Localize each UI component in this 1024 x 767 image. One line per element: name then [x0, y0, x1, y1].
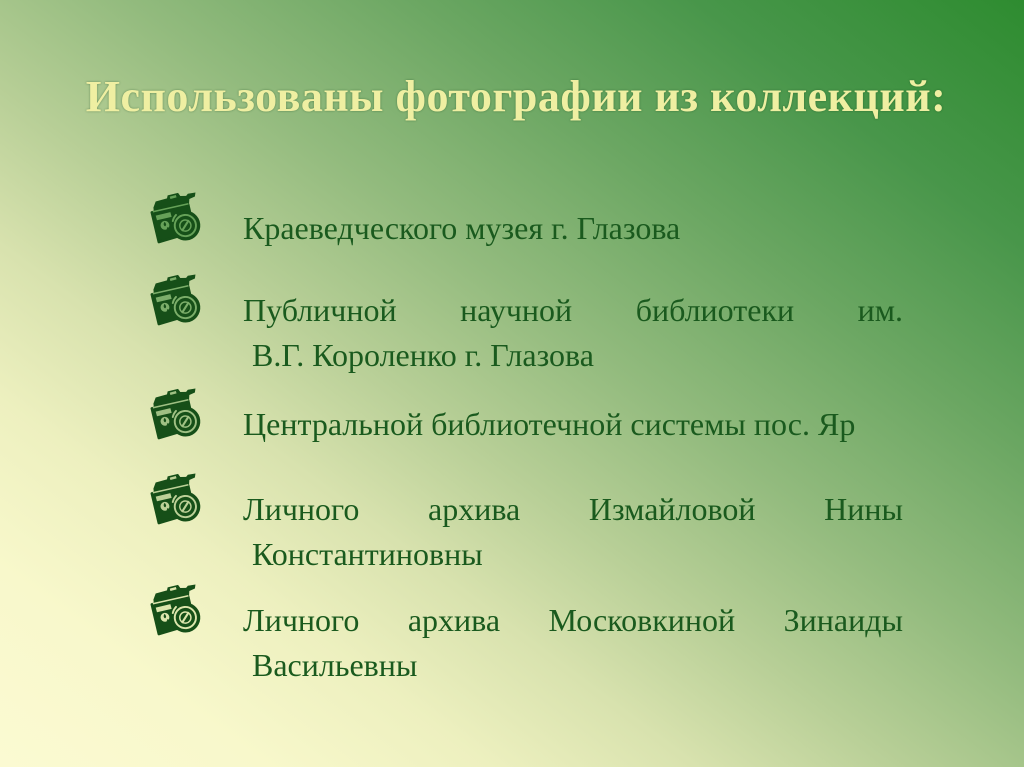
list-item: [143, 584, 903, 688]
camera-icon: [143, 584, 205, 638]
item-text: [243, 274, 903, 378]
list-item: [143, 388, 903, 447]
camera-icon: [143, 192, 205, 246]
text-line: Публичной научной библиотеки им.: [243, 292, 903, 328]
item-text: [243, 192, 903, 251]
item-text: [243, 473, 903, 577]
text-line: Личного архива Измайловой Нины: [243, 491, 903, 527]
camera-icon: [143, 473, 205, 527]
slide-title: Использованы фотографии из коллекций:: [85, 72, 947, 121]
list-item: [143, 274, 903, 378]
item-text: [243, 584, 903, 688]
camera-icon: [143, 388, 205, 442]
list-item: [143, 192, 903, 251]
text-line: Константиновны: [252, 536, 483, 572]
text-line: Васильевны: [252, 647, 418, 683]
text-line: Личного архива Московкиной Зинаиды: [243, 602, 903, 638]
text-line: Центральной библиотечной системы пос. Яр: [243, 406, 856, 442]
camera-icon: [143, 274, 205, 328]
item-text: [243, 388, 903, 447]
text-line: В.Г. Короленко г. Глазова: [252, 337, 594, 373]
text-line: Краеведческого музея г. Глазова: [243, 210, 681, 246]
list-item: [143, 473, 903, 577]
